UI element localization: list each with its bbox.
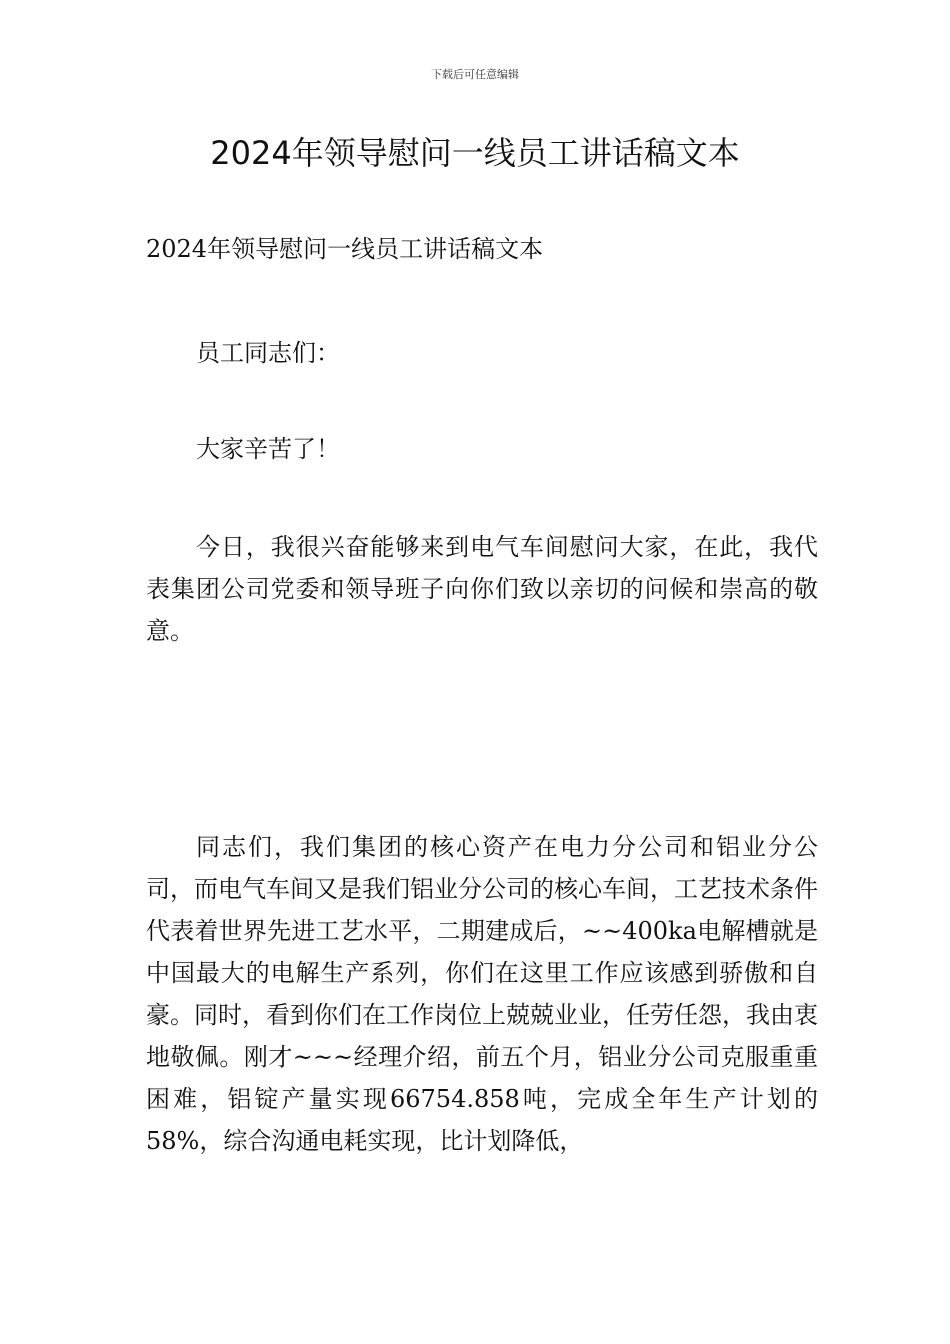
paragraph-2: 今日，我很兴奋能够来到电气车间慰问大家，在此，我代表集团公司党委和领导班子向你们致以亲切的问候和崇高的敬意。 <box>146 533 818 645</box>
document-subtitle: 2024年领导慰问一线员工讲话稿文本 <box>146 235 544 263</box>
document-title: 2024年领导慰问一线员工讲话稿文本 <box>210 134 740 172</box>
header-note: 下载后可任意编辑 <box>431 68 519 81</box>
paragraph-1: 大家辛苦了！ <box>196 435 340 463</box>
paragraph-3: 同志们，我们集团的核心资产在电力分公司和铝业分公司，而电气车间又是我们铝业分公司的核心车间，工艺技术条件代表着世界先进工艺水平，二期建成后，~~400ka电解槽就是中国最大的电解生产系列，你们在这里工作应该感到骄傲和自豪。同时，看到你们在工作岗位上兢兢业业，任劳任怨，我由衷地敬佩。刚才~~~经理介绍，前五个月，铝业分公司克服重重困难，铝锭产量实现66754.858吨，完成全年生产计划的58%，综合沟通电耗实现，比计划降低， <box>146 833 818 1155</box>
greeting: 员工同志们： <box>196 339 340 367</box>
